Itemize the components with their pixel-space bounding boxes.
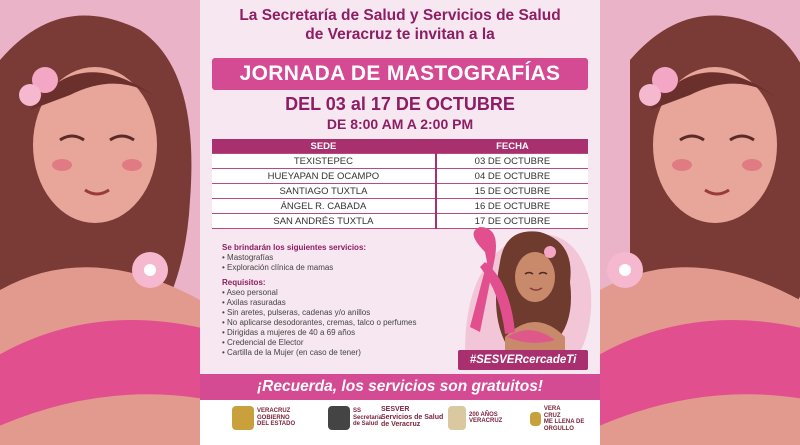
table-row: [212, 169, 588, 184]
poster: [200, 0, 600, 445]
woman-hugging-illustration-mirror: [600, 0, 800, 445]
cell-sede: SAN ANDRÉS TUXTLA: [212, 214, 436, 229]
list-item: • Cartilla de la Mujer (en caso de tener): [222, 348, 422, 358]
column-header-sede: SEDE: [212, 139, 436, 154]
star-icon: [530, 412, 541, 426]
woman-with-ribbon-illustration: [445, 222, 595, 352]
event-dates: DEL 03 al 17 DE OCTUBRE: [285, 94, 515, 114]
services-list: [222, 253, 422, 273]
list-item: • Mastografías: [222, 253, 422, 263]
cell-sede: SANTIAGO TUXTLA: [212, 184, 436, 199]
event-time: DE 8:00 AM A 2:00 PM: [326, 116, 474, 132]
cell-fecha: 16 DE OCTUBRE: [436, 199, 588, 214]
list-item: • Axilas rasuradas: [222, 298, 422, 308]
header: [200, 6, 600, 44]
services-section: [222, 243, 422, 363]
cell-fecha: 03 DE OCTUBRE: [436, 154, 588, 169]
schedule-table: [212, 139, 588, 229]
logo-ss: SS Secretaría de Salud: [328, 406, 382, 430]
list-item: • Credencial de Elector: [222, 338, 422, 348]
hashtag-badge: #SESVERcercadeTi: [458, 350, 588, 370]
list-item: • Sin aretes, pulseras, cadenas y/o anillos: [222, 308, 422, 318]
ss-emblem-icon: [328, 406, 350, 430]
table-row: [212, 199, 588, 214]
table-row: [212, 154, 588, 169]
table-row: [212, 184, 588, 199]
cell-sede: ÁNGEL R. CABADA: [212, 199, 436, 214]
veracruz-shield-icon: [232, 406, 254, 430]
header-line-1: La Secretaría de Salud y Servicios de Salud: [239, 7, 561, 24]
event-title-banner: JORNADA DE MASTOGRAFÍAS: [212, 58, 588, 90]
list-item: • Aseo personal: [222, 288, 422, 298]
logo-veracruz-brand: VERA CRUZ ME LLENA DE ORGULLO: [530, 406, 600, 432]
left-illustration: [0, 0, 200, 445]
requirements-title: Requisitos:: [222, 278, 266, 287]
logo-200-aniversario: 200 AÑOS VERACRUZ: [448, 406, 502, 430]
cell-sede: HUEYAPAN DE OCAMPO: [212, 169, 436, 184]
list-item: • Dirigidas a mujeres de 40 a 69 años: [222, 328, 422, 338]
logo-sesver: SESVER Servicios de Salud de Veracruz: [381, 406, 444, 428]
column-header-fecha: FECHA: [436, 139, 588, 154]
table-header-row: [212, 139, 588, 154]
requirements-list: [222, 288, 422, 358]
cell-fecha: 04 DE OCTUBRE: [436, 169, 588, 184]
free-services-banner: ¡Recuerda, los servicios son gratuitos!: [200, 374, 600, 400]
logo-veracruz-gobierno: VERACRUZ GOBIERNO DEL ESTADO: [232, 406, 295, 430]
cell-fecha: 15 DE OCTUBRE: [436, 184, 588, 199]
cell-sede: TEXISTEPEC: [212, 154, 436, 169]
header-line-2: de Veracruz te invitan a la: [305, 26, 495, 43]
woman-hugging-illustration: [0, 0, 200, 445]
cell-fecha: 17 DE OCTUBRE: [436, 214, 588, 229]
services-title: Se brindarán los siguientes servicios:: [222, 243, 367, 252]
seal-icon: [448, 406, 466, 430]
list-item: • No aplicarse desodorantes, cremas, talco o perfumes: [222, 318, 422, 328]
list-item: • Exploración clínica de mamas: [222, 263, 422, 273]
right-illustration: [600, 0, 800, 445]
logos-strip: [200, 400, 600, 445]
